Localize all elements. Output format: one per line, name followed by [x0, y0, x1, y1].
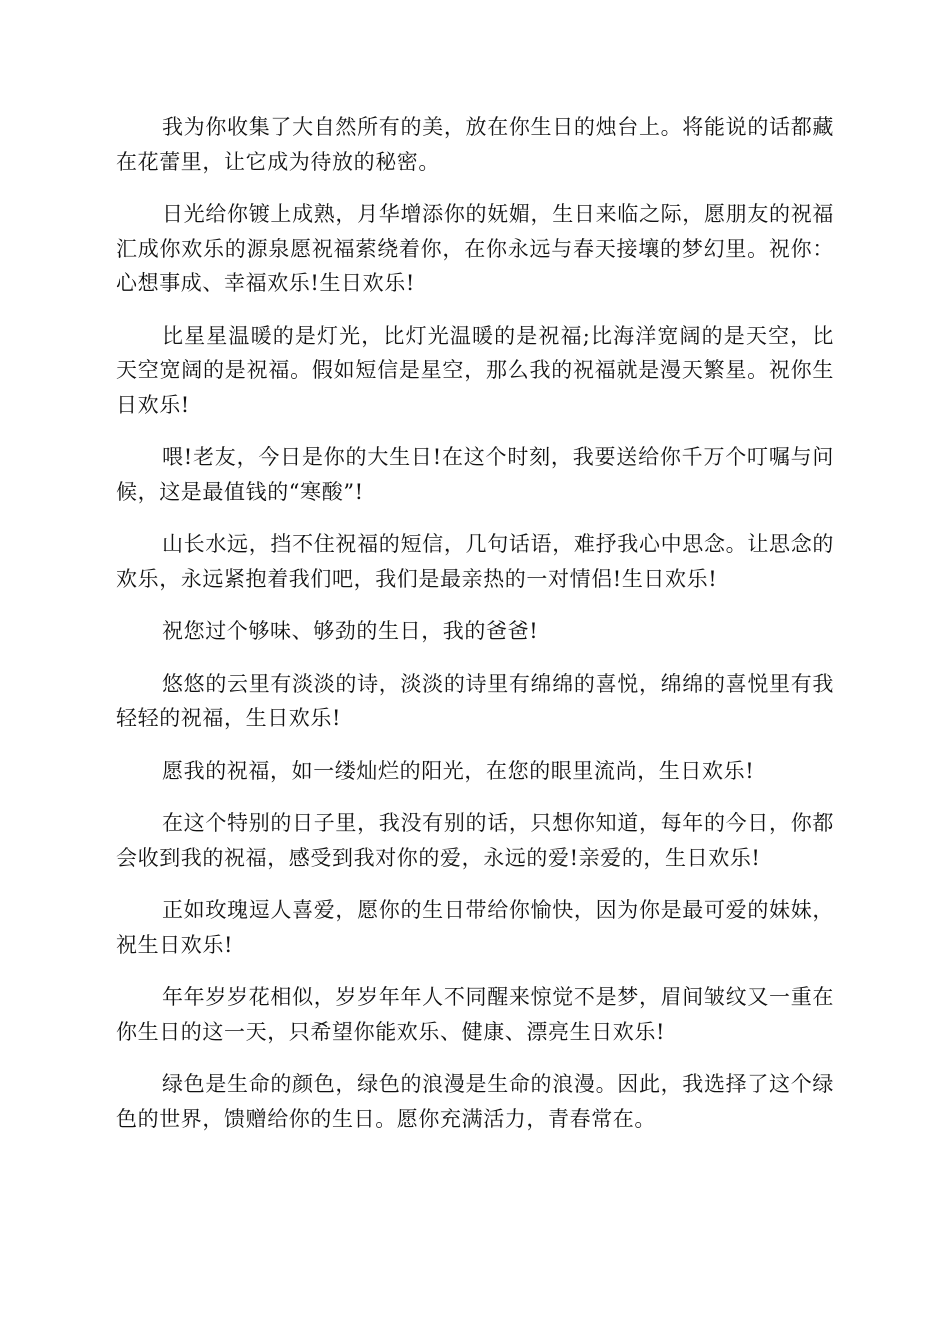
- paragraph-11: 年年岁岁花相似，岁岁年年人不同醒来惊觉不是梦，眉间皱纹又一重在你生日的这一天，只希望你能欢乐、健康、漂亮生日欢乐!: [116, 985, 834, 1044]
- paragraph-1: 我为你收集了大自然所有的美，放在你生日的烛台上。将能说的话都藏在花蕾里，让它成为待放的秘密。: [116, 115, 834, 174]
- paragraph-2: 日光给你镀上成熟，月华增添你的妩媚，生日来临之际，愿朋友的祝福汇成你欢乐的源泉愿祝福萦绕着你，在你永远与春天接壤的梦幻里。祝你：心想事成、幸福欢乐!生日欢乐!: [116, 202, 834, 295]
- paragraph-10: 正如玫瑰逗人喜爱，愿你的生日带给你愉快，因为你是最可爱的妹妹，祝生日欢乐!: [116, 898, 834, 957]
- paragraph-5: 山长水远，挡不住祝福的短信，几句话语，难抒我心中思念。让思念的欢乐，永远紧抱着我们吧，我们是最亲热的一对情侣!生日欢乐!: [116, 532, 834, 591]
- paragraph-6: 祝您过个够味、够劲的生日，我的爸爸!: [162, 619, 539, 643]
- paragraph-12: 绿色是生命的颜色，绿色的浪漫是生命的浪漫。因此，我选择了这个绿色的世界，馈赠给你的生日。愿你充满活力，青春常在。: [116, 1072, 834, 1131]
- paragraph-3: 比星星温暖的是灯光，比灯光温暖的是祝福;比海洋宽阔的是天空，比天空宽阔的是祝福。假如短信是星空，那么我的祝福就是漫天繁星。祝你生日欢乐!: [116, 323, 834, 417]
- paragraph-4: 喂!老友，今日是你的大生日!在这个时刻，我要送给你千万个叮嘱与问候，这是最值钱的“寒酸”!: [116, 445, 834, 504]
- paragraph-7: 悠悠的云里有淡淡的诗，淡淡的诗里有绵绵的喜悦，绵绵的喜悦里有我轻轻的祝福，生日欢乐!: [116, 671, 834, 730]
- document-body: [116, 110, 834, 1154]
- paragraph-8: 愿我的祝福，如一缕灿烂的阳光，在您的眼里流尚，生日欢乐!: [162, 758, 755, 783]
- paragraph-9: 在这个特别的日子里，我没有别的话，只想你知道，每年的今日，你都会收到我的祝福，感受到我对你的爱，永远的爱!亲爱的，生日欢乐!: [116, 811, 834, 870]
